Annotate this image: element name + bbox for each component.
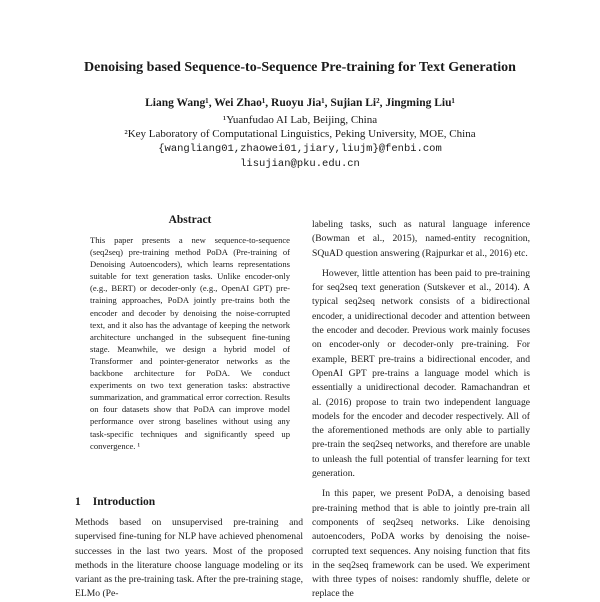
author-list: Liang Wang¹, Wei Zhao¹, Ruoyu Jia¹, Sujian Li², Jingming Liu¹ [145,97,455,109]
right-paragraph-2: However, little attention has been paid to pre-training for seq2seq text generation (Sutskever et al., 2014). A typical seq2seq network consists of a bidirectional encoder, a unidirectional decoder and attention between the encoder and decoder. Previous work mainly focuses on encoder-only or decoder-only pre-training. For example, BERT pre-trains a bidirectional encoder, and OpenAI GPT pre-trains a language model which is essentially a unidirectional decoder. Ramachandran et al. (2016) propose to train two independent language models for the encoder and decoder respectively. All of the aforementioned methods are only able to partially pre-train the seq2seq networks, and therefore are unable to unleash the full potential of transfer learning for text generation. [312,267,530,480]
introduction-paragraph: Methods based on unsupervised pre-training and supervised fine-tuning for NLP have achieved phenomenal successes in the last two years. Most of the proposed methods in the literature choose language modeling or its variant as the pre-training task. After the pre-training stage, ELMo (Pe- [75,517,303,600]
right-paragraph-3: In this paper, we present PoDA, a denoising based pre-training method that is able to jointly pre-train all components of seq2seq networks. Like denoising autoencoders, PoDA works by denoising the noise-corrupted text sequences. Any noising function that fits in the seq2seq framework can be used. We experiment with three types of noises: randomly shuffle, delete or replace the [312,488,530,600]
right-column [312,218,530,602]
affiliation-1: ¹Yuanfudao AI Lab, Beijing, China [222,114,378,126]
section-heading-introduction [75,496,155,508]
abstract-heading: Abstract [168,214,212,226]
author-emails: {wangliang01,zhaowei01,jiary,liujm}@fenbi.com [158,143,442,155]
abstract-body: This paper presents a new sequence-to-sequence (seq2seq) pre-training method PoDA (Pre-training of Denoising Autoencoders), which learns representations suitable for text generation tasks. Unlike encoder-only (e.g., BERT) or decoder-only (e.g., OpenAI GPT) pre-training approaches, PoDA jointly pre-trains both the encoder and decoder by denoising the noise-corrupted text, and it also has the advantage of keeping the network architecture unchanged in the subsequent fine-tuning stage. Meanwhile, we design a hybrid model of Transformer and pointer-generator networks as the backbone architecture for PoDA. We conduct experiments on two text generation tasks: abstractive summarization, and grammatical error correction. Results on four datasets show that PoDA can improve model performance over strong baselines without using any task-specific techniques and significantly speed up convergence. ¹ [90,235,290,451]
right-paragraph-1: labeling tasks, such as natural language inference (Bowman et al., 2015), named-entity recognition, SQuAD question answering (Rajpurkar et al., 2016) etc. [312,219,530,259]
corresponding-email: lisujian@pku.edu.cn [240,158,360,170]
section-number: 1 [75,496,81,508]
affiliation-2: ²Key Laboratory of Computational Linguistics, Peking University, MOE, China [124,128,476,140]
section-title: Introduction [92,496,156,508]
paper-title: Denoising based Sequence-to-Sequence Pre-training for Text Generation [84,60,516,75]
